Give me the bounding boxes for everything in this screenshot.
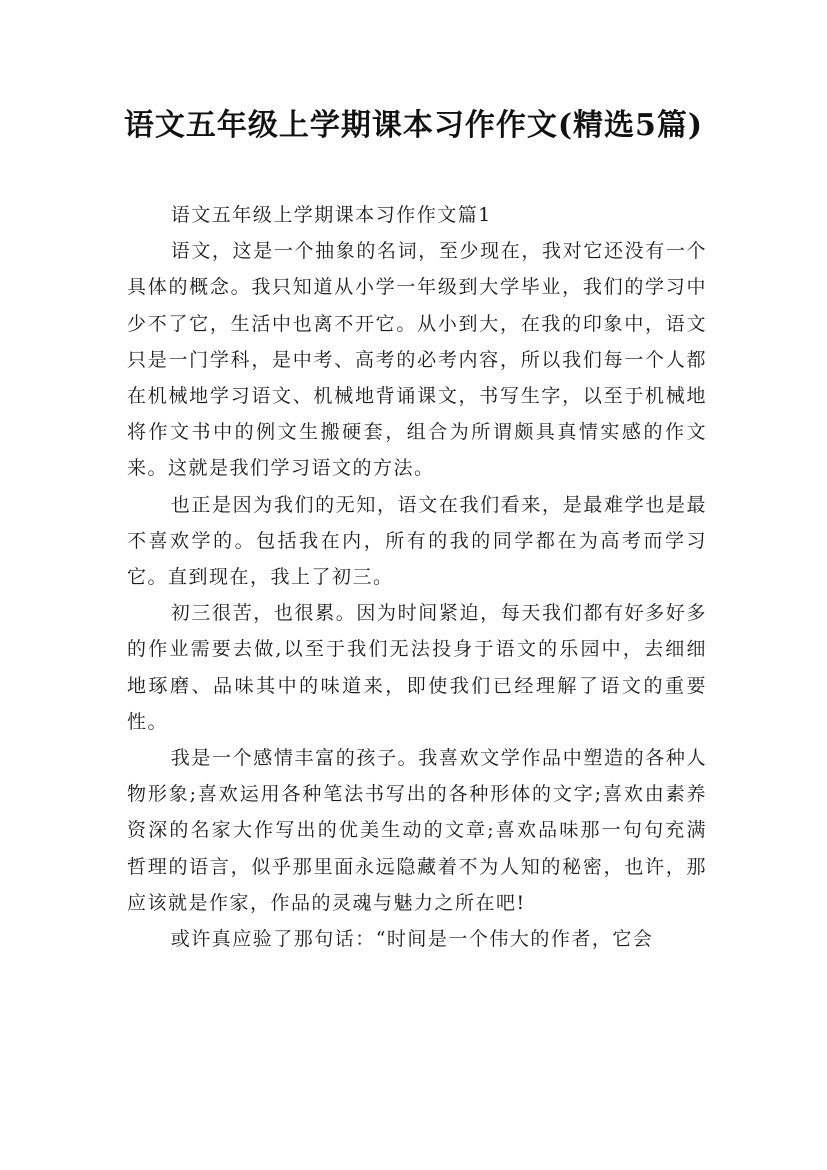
paragraph-3: 初三很苦，也很累。因为时间紧迫，每天我们都有好多好多的作业需要去做,以至于我们无法投身于语文的乐园中，去细细地琢磨、品味其中的味道来，即使我们已经理解了语文的重要性。 [127,602,707,733]
document-title: 语文五年级上学期课本习作作文(精选5篇) [123,108,704,143]
paragraph-1: 语文，这是一个抽象的名词，至少现在，我对它还没有一个具体的概念。我只知道从小学一年级到大学毕业，我们的学习中少不了它，生活中也离不开它。从小到大，在我的印象中，语文只是一门学科，是中考、高考的必考内容，所以我们每一个人都在机械地学习语文、机械地背诵课文，书写生字，以至于机械地将作文书中的例文生搬硬套，组合为所谓颇具真情实感的作文来。这就是我们学习语文的方法。 [127,240,707,480]
paragraph-2: 也正是因为我们的无知，语文在我们看来，是最难学也是最不喜欢学的。包括我在内，所有的我的同学都在为高考而学习它。直到现在，我上了初三。 [127,493,707,589]
paragraph-5: 或许真应验了那句话：“时间是一个伟大的作者，它会 [170,928,654,951]
section-heading: 语文五年级上学期课本习作作文篇1 [170,204,492,226]
document-body [127,197,707,957]
paragraph-4: 我是一个感情丰富的孩子。我喜欢文学作品中塑造的各种人物形象;喜欢运用各种笔法书写出的各种形体的文字;喜欢由素养资深的名家大作写出的优美生动的文章;喜欢品味那一句句充满哲理的语言，似乎那里面永远隐藏着不为人知的秘密，也许，那应该就是作家，作品的灵魂与魅力之所在吧! [127,747,707,914]
